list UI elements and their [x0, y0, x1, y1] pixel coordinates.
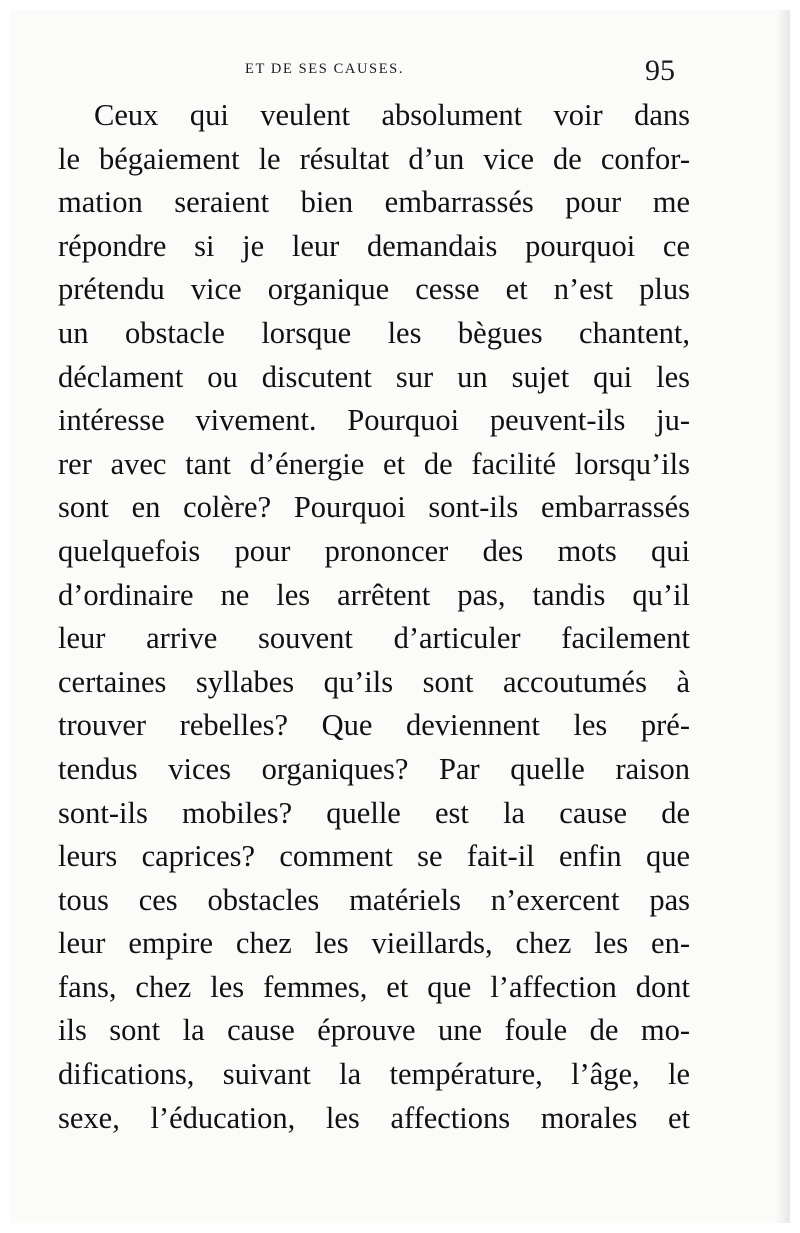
text-line: difications, suivant la température, l’âge, le: [58, 1057, 690, 1092]
running-head: ET DE SES CAUSES.: [245, 61, 405, 77]
text-line: répondre si je leur demandais pourquoi ce: [58, 228, 690, 263]
text-line: leur empire chez les vieillards, chez les en-: [58, 926, 690, 961]
text-line: d’ordinaire ne les arrêtent pas, tandis qu’il: [58, 577, 690, 612]
text-line: tous ces obstacles matériels n’exercent pas: [58, 882, 690, 917]
text-line: prétendu vice organique cesse et n’est plus: [58, 272, 690, 307]
text-line: déclament ou discutent sur un sujet qui les: [58, 359, 690, 394]
text-line: mation seraient bien embarrassés pour me: [58, 185, 690, 220]
text-line: sexe, l’éducation, les affections morales et: [58, 1100, 690, 1135]
text-line: tendus vices organiques? Par quelle raison: [58, 751, 690, 786]
text-line: fans, chez les femmes, et que l’affection dont: [58, 969, 690, 1004]
book-page: [10, 10, 790, 1223]
text-line: sont en colère? Pourquoi sont-ils embarrassés: [58, 490, 690, 525]
text-line: sont-ils mobiles? quelle est la cause de: [58, 795, 690, 830]
text-line: certaines syllabes qu’ils sont accoutumés à: [58, 664, 690, 699]
text-line: Ceux qui veulent absolument voir dans: [94, 98, 690, 132]
text-line: intéresse vivement. Pourquoi peuvent-ils ju-: [58, 403, 690, 438]
text-line: leur arrive souvent d’articuler facilement: [58, 621, 690, 656]
text-line: leurs caprices? comment se fait-il enfin que: [58, 839, 690, 874]
body-text: [58, 94, 690, 1140]
text-line: quelquefois pour prononcer des mots qui: [58, 533, 690, 568]
text-line: rer avec tant d’énergie et de facilité lorsqu’ils: [58, 446, 690, 481]
text-line: ils sont la cause éprouve une foule de mo-: [58, 1013, 690, 1048]
page-number: 95: [645, 54, 675, 87]
page-edge-shadow: [776, 10, 790, 1223]
text-line: un obstacle lorsque les bègues chantent,: [58, 315, 690, 350]
text-line: trouver rebelles? Que deviennent les pré-: [58, 708, 690, 743]
text-line: le bégaiement le résultat d’un vice de confor-: [58, 141, 690, 176]
